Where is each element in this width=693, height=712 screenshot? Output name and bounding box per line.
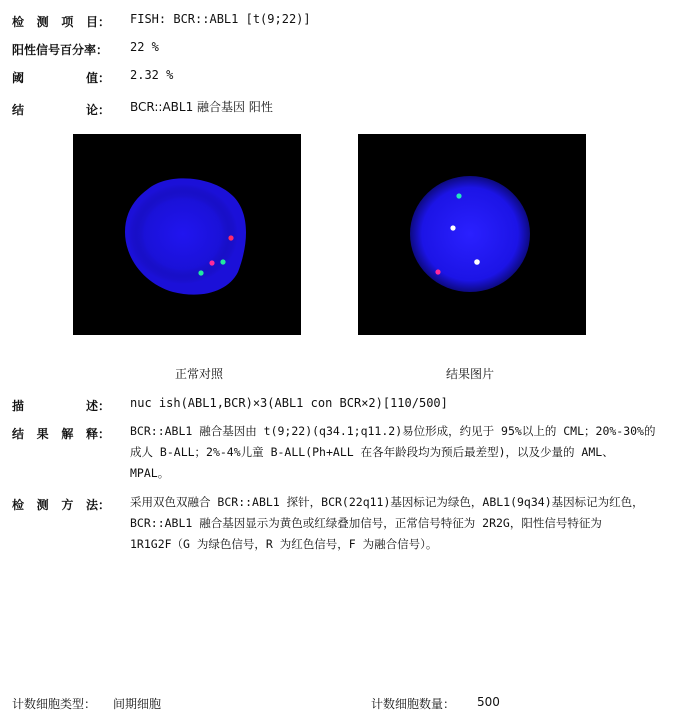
interpretation-line: 成人 B-ALL；2%-4%儿童 B-ALL(Ph+ALL 在各年龄段均为预后最差型)，以及少量的 AML、: [130, 445, 614, 459]
red-signal: [228, 235, 233, 240]
normal-control-caption: 正常对照: [175, 367, 224, 381]
normal-nucleus-svg: [73, 134, 301, 335]
fusion-signal: [474, 259, 480, 265]
green-signal: [220, 259, 225, 264]
method-line: 1R1G2F（G 为绿色信号，R 为红色信号，F 为融合信号）。: [130, 537, 438, 551]
threshold-value: 2.32 %: [130, 68, 174, 82]
method-line: BCR::ABL1 融合基因显示为黄色或红绿叠加信号，正常信号特征为 2R2G，阳性信号特征为: [130, 516, 602, 530]
red-signal: [435, 269, 440, 274]
cell-count-value: 500: [477, 695, 500, 709]
green-signal: [456, 193, 461, 198]
red-signal: [209, 260, 214, 265]
result-image: [358, 134, 586, 335]
fusion-signal: [450, 225, 455, 230]
cell-count-label: 计数细胞数量：: [371, 697, 456, 711]
method-line: 采用双色双融合 BCR::ABL1 探针，BCR(22q11)基因标记为绿色，ABL1(9q34)基因标记为红色，: [130, 495, 644, 509]
conclusion-label: 结 论：: [12, 103, 110, 117]
positive-pct-label: 阳性信号百分率：: [12, 43, 109, 57]
interpretation-label: 结 果 解 释：: [12, 427, 110, 441]
description-label: 描 述：: [12, 399, 110, 413]
method-label: 检 测 方 法：: [12, 498, 110, 512]
description-value: nuc ish(ABL1,BCR)×3(ABL1 con BCR×2)[110/500]: [130, 396, 448, 410]
threshold-label: 阈 值：: [12, 71, 110, 85]
interpretation-text: [130, 421, 681, 484]
method-text: [130, 492, 681, 555]
test-item-label: 检 测 项 目：: [12, 15, 110, 29]
interpretation-line: MPAL。: [130, 466, 170, 480]
result-nucleus-svg: [358, 134, 586, 335]
test-item-value: FISH: BCR::ABL1 [t(9;22)]: [130, 12, 311, 26]
result-nucleus: [410, 176, 530, 292]
conclusion-value: BCR::ABL1 融合基因 阳性: [130, 100, 273, 114]
normal-control-image: [73, 134, 301, 335]
positive-pct-value: 22 %: [130, 40, 159, 54]
interpretation-line: BCR::ABL1 融合基因由 t(9;22)(q34.1;q11.2)易位形成，约见于 95%以上的 CML；20%-30%的: [130, 424, 656, 438]
cell-type-label: 计数细胞类型：: [12, 697, 97, 711]
result-image-caption: 结果图片: [446, 367, 495, 381]
cell-type-value: 间期细胞: [113, 697, 162, 711]
green-signal: [198, 270, 203, 275]
